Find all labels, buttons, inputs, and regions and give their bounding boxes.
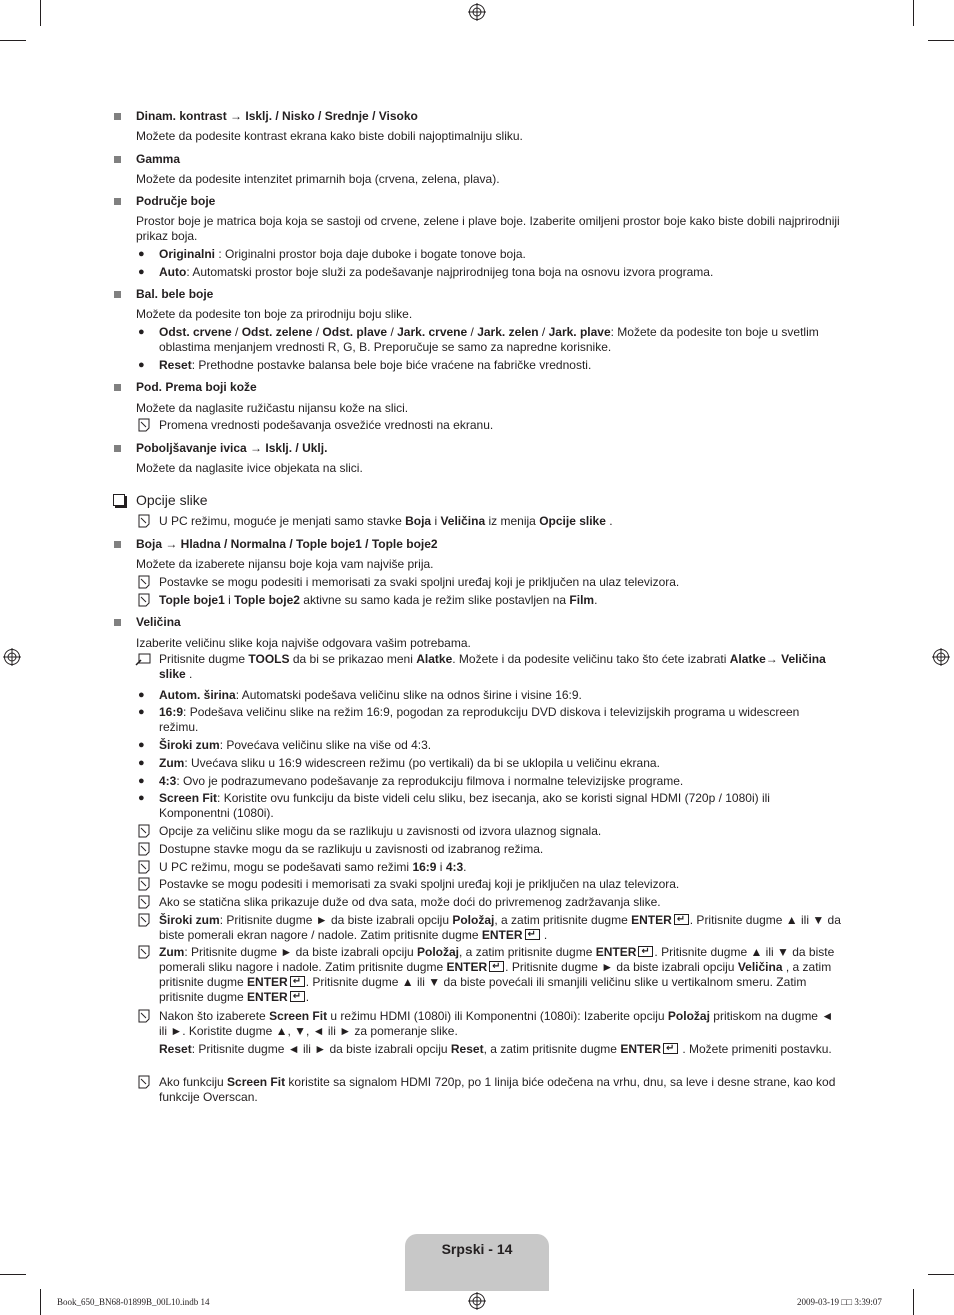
note-icon xyxy=(137,514,151,528)
note-icon xyxy=(137,895,151,909)
tools-instruction: Pritisnite dugme TOOLS da bi se prikazao meni Alatke. Možete i da podesite veličinu tako što ćete izabrati Alatke→ Veličina slike . xyxy=(159,652,826,681)
note-icon xyxy=(137,1075,151,1089)
crop-mark xyxy=(913,0,914,26)
section-text-gamma: Možete da podesite intenzitet primarnih boja (crvena, zelena, plava). xyxy=(136,172,500,186)
enter-icon xyxy=(674,914,689,925)
note-icon xyxy=(137,945,151,959)
crop-mark xyxy=(0,1274,26,1275)
list-item-odst: Odst. crvene / Odst. zelene / Odst. plave / Jark. crvene / Jark. zelen / Jark. plave: Možete da podesite ton boje u svetlim oblastima menjanjem vrednosti R, G, B. Preporučuje se samo za napredne korisnike. xyxy=(159,325,819,354)
list-item-reset: Reset: Prethodne postavke balansa bele boje biće vraćene na fabričke vrednosti. xyxy=(159,358,592,372)
crop-mark xyxy=(0,40,26,41)
note-icon xyxy=(137,575,151,589)
list-item-originalni: Originalni : Originalni prostor boja daje duboke i bogate tonove boja. xyxy=(159,247,526,261)
section-title-ivica: Poboljšavanje ivica → Isklj. / Uklj. xyxy=(136,441,328,455)
registration-mark-icon xyxy=(468,3,486,21)
note-vel-2: Dostupne stavke mogu da se razlikuju u zavisnosti od izabranog režima. xyxy=(159,842,544,856)
section-title-podrucje: Područje boje xyxy=(136,194,216,208)
section-text-podrucje: Prostor boje je matrica boja koja se sastoji od crvene, zelene i plave boje. Izaberite omiljeni prostor boje kako biste dobili najprirodniji prikaz boja. xyxy=(136,214,840,243)
footer-file-info: Book_650_BN68-01899B_00L10.indb 14 xyxy=(57,1297,210,1307)
section-title-boja: Boja → Hladna / Normalna / Tople boje1 / Tople boje2 xyxy=(136,537,438,551)
note-icon xyxy=(137,593,151,607)
footer-timestamp: 2009-03-19 □□ 3:39:07 xyxy=(797,1297,882,1307)
dot-bullet-icon: ● xyxy=(138,792,145,804)
square-bullet-icon xyxy=(114,541,121,548)
note-vel-3: U PC režimu, mogu se podešavati samo režimi 16:9 i 4:3. xyxy=(159,860,467,874)
dot-bullet-icon: ● xyxy=(138,248,145,260)
section-text-velicina: Izaberite veličinu slike koja najviše odgovara vašim potrebama. xyxy=(136,636,471,650)
dot-bullet-icon: ● xyxy=(138,266,145,278)
list-item-siroki: Široki zum: Povećava veličinu slike na više od 4:3. xyxy=(159,738,432,752)
note-boja-1: Postavke se mogu podesiti i memorisati za svaki spoljni uređaj koji je priključen na ulaz televizora. xyxy=(159,575,680,589)
section-title-velicina: Veličina xyxy=(136,615,181,629)
section-text-pod: Možete da naglasite ružičastu nijansu kože na slici. xyxy=(136,401,409,415)
square-bullet-icon xyxy=(114,291,121,298)
dot-bullet-icon: ● xyxy=(138,739,145,751)
list-item-auto: Auto: Automatski prostor boje služi za podešavanje najprirodnijeg tona boja na osnovu izvora programa. xyxy=(159,265,714,279)
list-item-screenfit: Screen Fit: Koristite ovu funkciju da biste videli celu sliku, bez isecanja, ako se koristi signal HDMI (720p / 1080i) ili Komponentni (1080i). xyxy=(159,791,770,820)
note-vel-1: Opcije za veličinu slike mogu da se razlikuju u zavisnosti od izvora ulaznog signala. xyxy=(159,824,602,838)
page-number-label: Srpski - 14 xyxy=(441,1241,513,1257)
list-item-autom: Autom. širina: Automatski podešava veličinu slike na odnos širine i visine 16:9. xyxy=(159,688,582,702)
note-vel-6: Široki zum: Pritisnite dugme ► da biste izabrali opciju Položaj, a zatim pritisnite dugme ENTER↵ . Pritisnite dugme ▲ ili ▼ da biste pomerali ekran nagore / nadole. Zatim pritisnite dugme ENTER↵ . xyxy=(159,913,841,943)
crop-mark xyxy=(928,40,954,41)
square-bullet-icon xyxy=(114,156,121,163)
square-bullet-icon xyxy=(114,445,121,452)
section-text-boja: Možete da izaberete nijansu boje koja vam najviše prija. xyxy=(136,557,434,571)
note-boja-2: Tople boje1 i Tople boje2 aktivne su samo kada je režim slike postavljen na Film. xyxy=(159,593,598,607)
note-icon xyxy=(137,824,151,838)
note-vel-8-reset: Reset: Pritisnite dugme ◄ ili ► da biste izabrali opciju Reset, a zatim pritisnite dugme ENTER↵ . Možete primeniti postavku. xyxy=(159,1042,841,1057)
list-item-43: 4:3: Ovo je podrazumevano podešavanje za reprodukciju filmova i normalne televizijske programe. xyxy=(159,774,684,788)
note-icon xyxy=(137,1009,151,1023)
note-icon xyxy=(137,913,151,927)
section-text-ivica: Možete da naglasite ivice objekata na slici. xyxy=(136,461,363,475)
section-heading-opcije: Opcije slike xyxy=(136,492,208,508)
square-bullet-icon xyxy=(114,113,121,120)
note-vel-4: Postavke se mogu podesiti i memorisati za svaki spoljni uređaj koji je priključen na ulaz televizora. xyxy=(159,877,680,891)
section-title-bal: Bal. bele boje xyxy=(136,287,214,301)
dot-bullet-icon: ● xyxy=(138,775,145,787)
note-icon xyxy=(137,877,151,891)
registration-mark-icon xyxy=(468,1292,486,1310)
note-vel-7: Zum: Pritisnite dugme ► da biste izabrali opciju Položaj, a zatim pritisnite dugme ENTER↵ . Pritisnite dugme ▲ ili ▼ da biste pomerali sliku nagore i nadole. Zatim pritisnite dugme ENTER↵ . Pritisnite dugme ► da biste izabrali opciju Veličina , a zatim pritisnite dugme ENTER↵ . Pritisnite dugme ▲ ili ▼ da biste povećali ili smanjili veličinu slike u vertikalnom smeru. Zatim pritisnite dugme ENTER↵ . xyxy=(159,945,841,1005)
section-title-pod: Pod. Prema boji kože xyxy=(136,380,257,394)
note-vel-5: Ako se statična slika prikazuje duže od dva sata, može doći do privremenog zadržavanja slike. xyxy=(159,895,661,909)
square-bullet-icon xyxy=(114,384,121,391)
dot-bullet-icon: ● xyxy=(138,757,145,769)
note-vel-9: Ako funkciju Screen Fit koristite sa signalom HDMI 720p, po 1 linija biće odečena na vrhu, dnu, sa leve i desne strane, kao kod funkcije Overscan. xyxy=(159,1075,836,1104)
crop-mark xyxy=(40,0,41,26)
checkbox-icon xyxy=(113,494,125,506)
note-vel-8: Nakon što izaberete Screen Fit u režimu HDMI (1080i) ili Komponentni (1080i): Izaberite opciju Položaj pritiskom na dugme ◄ ili ►. Koristite dugme ▲, ▼, ◄ ili ► za pomeranje slike. xyxy=(159,1009,834,1038)
enter-icon xyxy=(489,961,504,972)
dot-bullet-icon: ● xyxy=(138,359,145,371)
section-text-kontrast: Možete da podesite kontrast ekrana kako biste dobili najoptimalniju sliku. xyxy=(136,129,523,143)
crop-mark xyxy=(913,1289,914,1315)
enter-icon xyxy=(663,1043,678,1054)
enter-icon xyxy=(290,976,305,987)
tools-icon xyxy=(135,653,151,666)
section-title-gamma: Gamma xyxy=(136,152,181,166)
square-bullet-icon xyxy=(114,619,121,626)
registration-mark-icon xyxy=(932,648,950,666)
crop-mark xyxy=(928,1274,954,1275)
enter-icon xyxy=(638,946,653,957)
note-pod: Promena vrednosti podešavanja osvežiće vrednosti na ekranu. xyxy=(159,418,494,432)
crop-mark xyxy=(40,1289,41,1315)
list-item-169: 16:9: Podešava veličinu slike na režim 16:9, pogodan za reprodukciju DVD diskova i televizijskih programa u widescreen režimu. xyxy=(159,705,800,734)
registration-mark-icon xyxy=(3,648,21,666)
enter-icon xyxy=(290,991,305,1002)
dot-bullet-icon: ● xyxy=(138,326,145,338)
note-opcije-pc: U PC režimu, moguće je menjati samo stavke Boja i Veličina iz menija Opcije slike . xyxy=(159,514,613,528)
dot-bullet-icon: ● xyxy=(138,689,145,701)
section-title-kontrast: Dinam. kontrast → Isklj. / Nisko / Srednje / Visoko xyxy=(136,109,418,123)
note-icon xyxy=(137,860,151,874)
square-bullet-icon xyxy=(114,198,121,205)
enter-icon xyxy=(525,929,540,940)
dot-bullet-icon: ● xyxy=(138,706,145,718)
list-item-zum: Zum: Uvećava sliku u 16:9 widescreen režimu (po vertikali) da bi se uklopila u veličinu ekrana. xyxy=(159,756,660,770)
note-icon xyxy=(137,418,151,432)
note-icon xyxy=(137,842,151,856)
section-text-bal: Možete da podesite ton boje za prirodniju boju slike. xyxy=(136,307,413,321)
